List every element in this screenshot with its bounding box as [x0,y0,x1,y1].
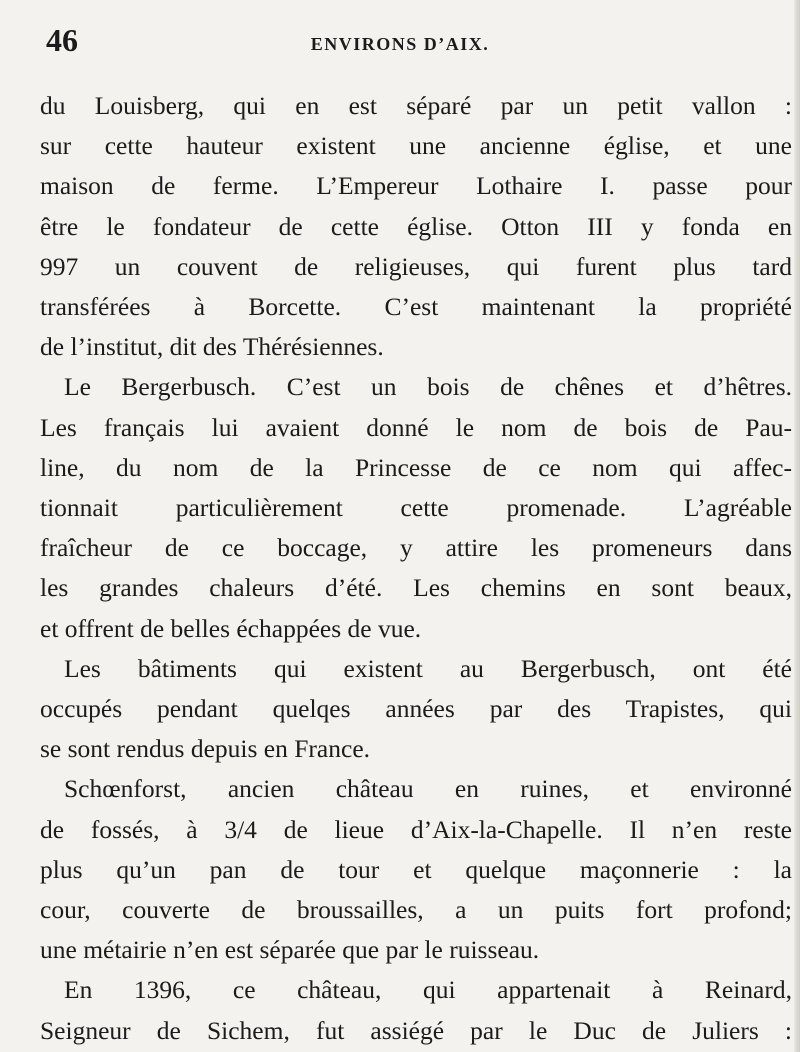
text-line: 997 un couvent de religieuses, qui furent plus tard [40,251,792,281]
text-line: maison de ferme. L’Empereur Lothaire I. passe pour [40,171,792,201]
paragraph-4 [40,769,792,970]
text-line: et offrent de belles échappées de vue. [40,613,422,643]
text-line: sur cette hauteur existent une ancienne église, et une [40,131,792,161]
text-line: Le Bergerbusch. C’est un bois de chênes et d’hêtres. [64,372,792,402]
text-line: transférées à Borcette. C’est maintenant la propriété [40,292,792,322]
page-number: 46 [46,22,78,58]
text-line: une métairie n’en est séparée que par le ruisseau. [40,935,540,965]
text-line: Seigneur de Sichem, fut assiégé par le Duc de Juliers : [40,1015,792,1045]
text-line: de l’institut, dit des Thérésiennes. [40,332,384,362]
text-line: occupés pendant quelqes années par des Trapistes, qui [40,694,792,724]
body-text [40,86,792,1051]
text-line: Les bâtiments qui existent au Bergerbusch, ont été [64,653,792,683]
paragraph-3 [40,649,792,770]
text-line: les grandes chaleurs d’été. Les chemins en sont beaux, [40,573,792,603]
paragraph-2 [40,367,792,648]
text-line: line, du nom de la Princesse de ce nom qui affec- [40,452,792,482]
page-edge [794,0,800,1052]
text-line: fraîcheur de ce boccage, y attire les promeneurs dans [40,533,792,563]
text-line: tionnait particulièrement cette promenade. L’agréable [40,493,792,523]
paragraph-1 [40,86,792,367]
text-line: plus qu’un pan de tour et quelque maçonnerie : la [40,854,792,884]
page-header [0,22,800,66]
text-line: de fossés, à 3/4 de lieue d’Aix-la-Chapelle. Il n’en reste [40,814,792,844]
text-line: être le fondateur de cette église. Otton III y fonda en [40,211,792,241]
text-line: Les français lui avaient donné le nom de bois de Pau- [40,412,792,442]
text-line: En 1396, ce château, qui appartenait à Reinard, [64,975,792,1005]
text-line: Schœnforst, ancien château en ruines, et environné [64,774,792,804]
running-head: ENVIRONS D’AIX. [310,34,490,54]
text-line: du Louisberg, qui en est séparé par un petit vallon : [40,91,792,120]
paragraph-5 [40,970,792,1050]
text-line: cour, couverte de broussailles, a un puits fort profond; [40,895,792,925]
text-line: se sont rendus depuis en France. [40,734,371,764]
